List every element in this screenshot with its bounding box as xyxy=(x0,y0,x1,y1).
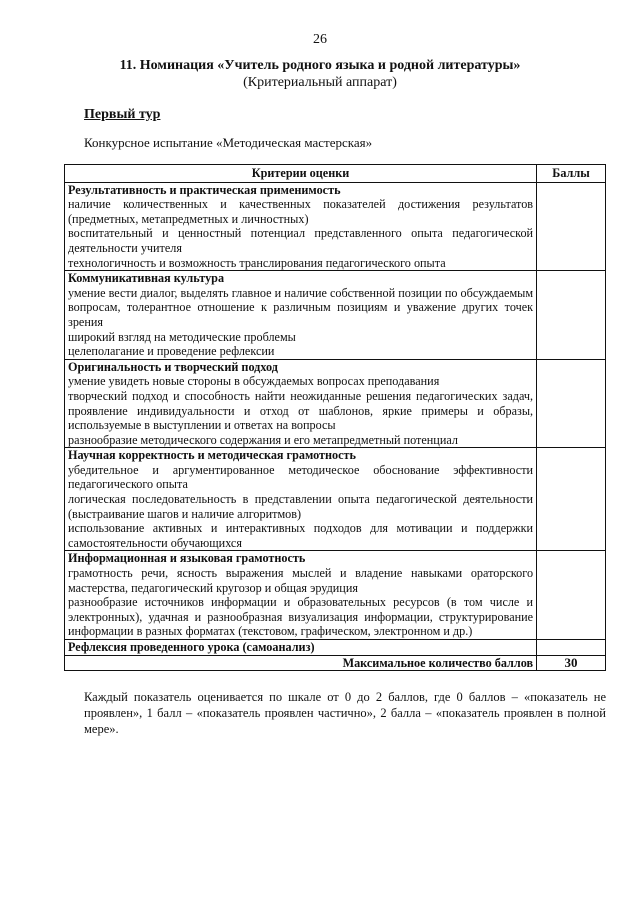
indicator: творческий подход и способность найти неожиданные решения педагогических задач, проявление индивидуальности и отход от шаблонов, яркие примеры и образы, используемые в выступлении и ответах на вопросы xyxy=(68,388,534,433)
tour-label: Первый тур xyxy=(84,107,161,122)
indicator: целеполагание и проведение рефлексии xyxy=(68,344,275,359)
score-cell xyxy=(537,271,606,360)
section-cell xyxy=(65,551,537,640)
reflection-cell: Рефлексия проведенного урока (самоанализ) xyxy=(65,640,537,656)
criteria-table xyxy=(64,164,606,671)
indicator: воспитательный и ценностный потенциал представленного опыта педагогической деятельности учителя xyxy=(68,226,534,255)
total-value: 30 xyxy=(537,655,606,671)
indicator: наличие количественных и качественных показателей достижения результатов (предметных, метапредметных и личностных) xyxy=(68,197,534,226)
section-row xyxy=(65,359,606,448)
section-row xyxy=(65,551,606,640)
indicator: широкий взгляд на методические проблемы xyxy=(68,329,296,344)
section-cell xyxy=(65,359,537,448)
section-title: Оригинальность и творческий подход xyxy=(68,359,278,374)
score-cell xyxy=(537,448,606,551)
total-label: Максимальное количество баллов xyxy=(65,655,537,671)
contest-label: Конкурсное испытание «Методическая мастерская» xyxy=(84,135,373,150)
section-cell xyxy=(65,271,537,360)
criteria-body xyxy=(65,182,606,671)
section-cell xyxy=(65,182,537,271)
section-cell xyxy=(65,448,537,551)
document-title: 11. Номинация «Учитель родного языка и родной литературы» xyxy=(119,58,521,73)
reflection-row xyxy=(65,640,606,656)
section-title: Результативность и практическая применимость xyxy=(68,182,341,197)
score-cell xyxy=(537,551,606,640)
indicator: убедительное и аргументированное методическое обоснование эффективности педагогического опыта xyxy=(68,462,534,492)
score-cell xyxy=(537,640,606,656)
indicator: умение вести диалог, выделять главное и наличие собственной позиции по обсуждаемым вопросам, толерантное отношение к различным позициям и уважение других точек зрения xyxy=(68,285,534,329)
score-header: Баллы xyxy=(537,165,606,183)
section-title: Научная корректность и методическая грамотность xyxy=(68,448,356,463)
page-number: 26 xyxy=(313,32,327,47)
indicator: разнообразие источников информации и образовательных ресурсов (в том числе и электронных), удачная и разнообразная визуализация информации, структурирование информации в разных форматах (текстовом, графическом, электронном и др.) xyxy=(68,595,534,639)
table-header-row xyxy=(65,165,606,183)
indicator: грамотность речи, ясность выражения мыслей и владение навыками ораторского мастерства, педагогический кругозор и общая эрудиция xyxy=(68,566,534,595)
indicator: логическая последовательность в представлении опыта педагогической деятельности (выстраивание шагов и наличие алгоритмов) xyxy=(68,492,534,521)
section-row xyxy=(65,182,606,271)
indicator: умение увидеть новые стороны в обсуждаемых вопросах преподавания xyxy=(68,374,440,389)
document-subtitle: (Критериальный аппарат) xyxy=(243,75,397,90)
section-title: Коммуникативная культура xyxy=(68,271,225,286)
total-row xyxy=(65,655,606,671)
indicator: разнообразие методического содержания и его метапредметный потенциал xyxy=(68,432,458,447)
scoring-footnote: Каждый показатель оценивается по шкале от 0 до 2 баллов, где 0 баллов – «показатель не проявлен», 1 балл – «показатель проявлен частично», 2 балла – «показатель проявлен в полной мере». xyxy=(84,690,606,736)
score-cell xyxy=(537,359,606,448)
criteria-header: Критерии оценки xyxy=(65,165,537,183)
section-row xyxy=(65,271,606,360)
indicator: технологичность и возможность транслирования педагогического опыта xyxy=(68,255,446,270)
indicator: использование активных и интерактивных подходов для мотивации и поддержки самостоятельности обучающихся xyxy=(68,521,534,550)
section-row xyxy=(65,448,606,551)
section-title: Информационная и языковая грамотность xyxy=(68,551,306,566)
score-cell xyxy=(537,182,606,271)
